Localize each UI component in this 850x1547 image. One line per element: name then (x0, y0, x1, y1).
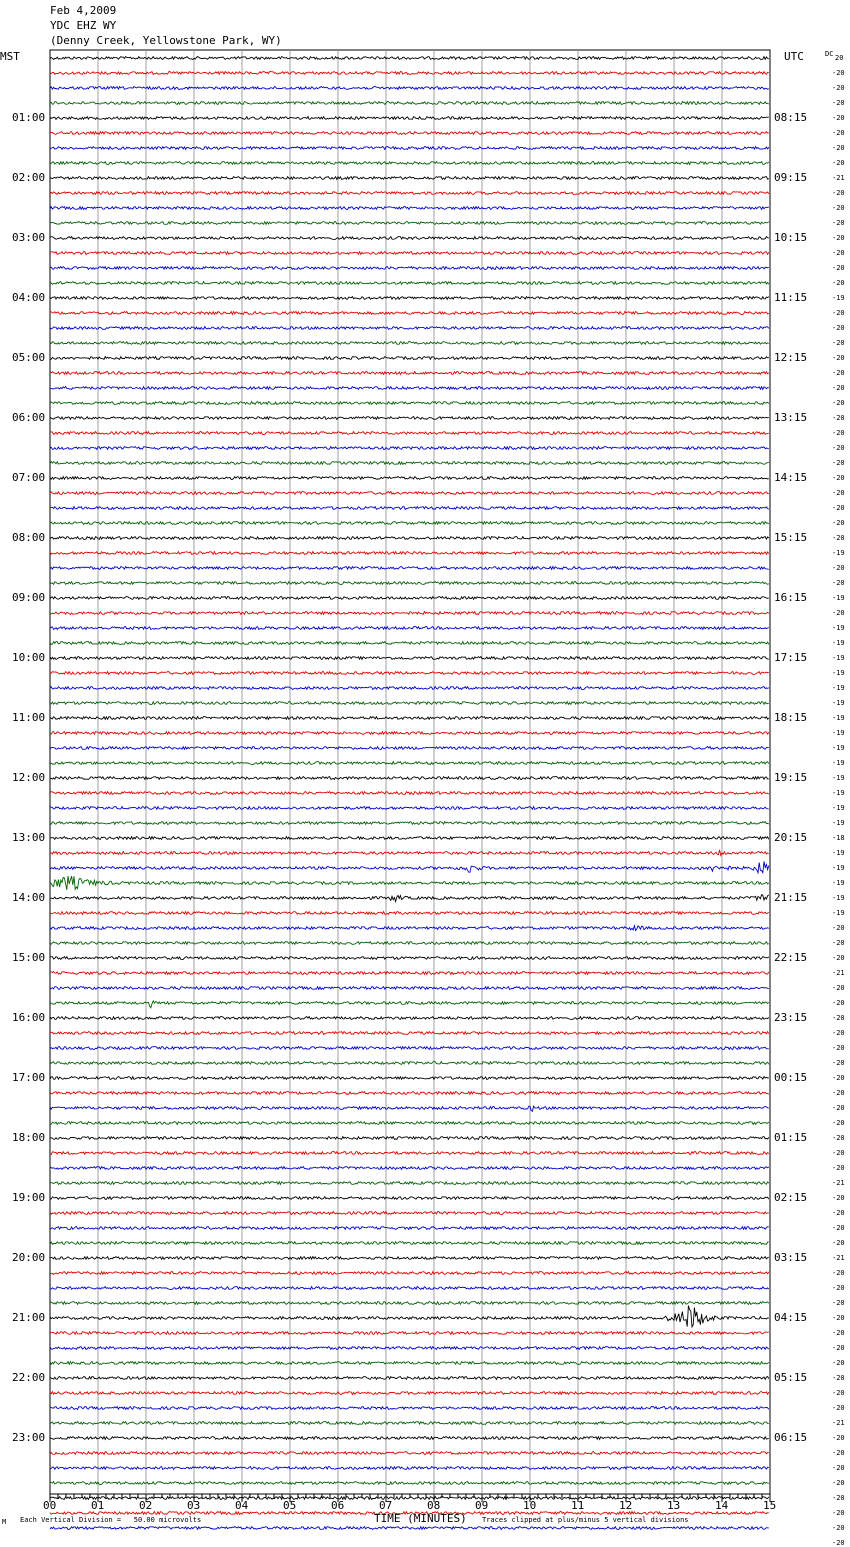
dc-offset-label: -20 (832, 204, 845, 212)
left-hour-label: 21:00 (12, 1311, 46, 1324)
trace-line (50, 837, 769, 840)
right-hour-label: 14:15 (774, 471, 808, 484)
dc-offset-label: -20 (832, 489, 845, 497)
right-hour-label: 10:15 (774, 231, 808, 244)
dc-offset-label: -21 (832, 1254, 845, 1262)
x-tick-label: 04 (235, 1499, 249, 1512)
trace-line (50, 327, 769, 330)
dc-offset-label: -20 (832, 954, 845, 962)
left-hour-label: 08:00 (12, 531, 46, 544)
trace-line (50, 207, 769, 210)
trace-line (50, 1137, 769, 1140)
trace-line (50, 612, 769, 615)
dc-offset-label: -20 (832, 249, 845, 257)
x-tick-label: 07 (379, 1499, 393, 1512)
trace-line (50, 942, 769, 945)
right-hour-label: 01:15 (774, 1131, 808, 1144)
x-tick-label: 02 (139, 1499, 153, 1512)
right-hour-label: 17:15 (774, 651, 808, 664)
dc-offset-label: -20 (832, 579, 845, 587)
trace-line (50, 1452, 769, 1455)
dc-offset-label: -20 (832, 1359, 845, 1367)
dc-offset-label: -20 (832, 399, 845, 407)
trace-line (50, 1377, 769, 1380)
x-tick-label: 15 (763, 1499, 777, 1512)
right-hour-label: 20:15 (774, 831, 808, 844)
dc-offset-label: -20 (832, 504, 845, 512)
dc-offset-label: -21 (832, 1419, 845, 1427)
trace-line (50, 492, 769, 495)
trace-line (50, 1332, 769, 1335)
trace-line (50, 717, 769, 720)
trace-line (50, 537, 769, 540)
left-hour-label: 05:00 (12, 351, 46, 364)
dc-offset-label: -19 (832, 294, 845, 302)
dc-offset-label: -19 (832, 804, 845, 812)
trace-line (50, 462, 769, 465)
left-hour-label: 16:00 (12, 1011, 46, 1024)
trace-line (50, 1242, 769, 1245)
dc-offset-label: -20 (832, 84, 845, 92)
trace-line (50, 876, 769, 890)
dc-offset-label: -20 (832, 1029, 845, 1037)
trace-line (50, 672, 769, 675)
right-hour-label: 06:15 (774, 1431, 808, 1444)
dc-offset-label: -20 (832, 534, 845, 542)
dc-offset-label: -20 (832, 1239, 845, 1247)
x-tick-label: 05 (283, 1499, 297, 1512)
right-hour-label: 12:15 (774, 351, 808, 364)
trace-line (50, 387, 769, 390)
trace-line (50, 895, 769, 902)
dc-offset-label: -20 (832, 1329, 845, 1337)
dc-offset-label: -20 (832, 324, 845, 332)
trace-line (50, 1122, 769, 1125)
trace-line (50, 732, 769, 735)
dc-offset-label: -19 (832, 684, 845, 692)
left-hour-label: 11:00 (12, 711, 46, 724)
dc-offset-label: -20 (832, 189, 845, 197)
left-hour-label: 15:00 (12, 951, 46, 964)
dc-offset-label: -20 (832, 1524, 845, 1532)
dc-offset-label: -20 (832, 99, 845, 107)
x-tick-label: 03 (187, 1499, 201, 1512)
trace-line (50, 237, 769, 240)
dc-offset-label: -20 (832, 1479, 845, 1487)
trace-line (50, 162, 769, 165)
dc-offset-label: -19 (832, 894, 845, 902)
dc-offset-label: -20 (832, 1284, 845, 1292)
trace-line (50, 762, 769, 765)
trace-line (50, 567, 769, 570)
dc-offset-label: -20 (832, 1104, 845, 1112)
dc-offset-label: -20 (832, 264, 845, 272)
right-hour-label: 23:15 (774, 1011, 808, 1024)
right-hour-label: 00:15 (774, 1071, 808, 1084)
dc-offset-label: -20 (832, 1539, 845, 1547)
trace-line (50, 822, 769, 825)
dc-offset-label: -20 (832, 1314, 845, 1322)
left-hour-label: 18:00 (12, 1131, 46, 1144)
trace-line (50, 807, 769, 810)
trace-line (50, 987, 769, 990)
trace-line (50, 912, 769, 915)
trace-line (50, 657, 769, 660)
trace-line (50, 1437, 769, 1440)
dc-offset-label: -20 (832, 1209, 845, 1217)
clip-note: Traces clipped at plus/minus 5 vertical divisions (482, 1516, 689, 1524)
dc-offset-label: -20 (832, 1269, 845, 1277)
left-hour-label: 20:00 (12, 1251, 46, 1264)
trace-line (50, 1001, 769, 1008)
x-tick-label: 11 (571, 1499, 585, 1512)
dc-offset-label: -21 (832, 969, 845, 977)
trace-line (50, 747, 769, 750)
trace-line (50, 312, 769, 315)
dc-offset-label: -20 (832, 339, 845, 347)
dc-offset-label: -20 (832, 309, 845, 317)
left-hour-label: 09:00 (12, 591, 46, 604)
trace-line (50, 147, 769, 150)
right-hour-label: 08:15 (774, 111, 808, 124)
trace-line (50, 1287, 769, 1290)
right-hour-label: 22:15 (774, 951, 808, 964)
dc-offset-label: -20 (832, 1509, 845, 1517)
dc-offset-label: -20 (832, 519, 845, 527)
right-hour-label: 18:15 (774, 711, 808, 724)
trace-line (50, 222, 769, 225)
trace-line (50, 252, 769, 255)
right-hour-label: 02:15 (774, 1191, 808, 1204)
scale-note: Each Vertical Division = 50.00 microvolts (20, 1516, 202, 1524)
dc-offset-label: -20 (832, 459, 845, 467)
x-tick-label: 01 (91, 1499, 105, 1512)
trace-line (50, 447, 769, 450)
trace-line (50, 342, 769, 345)
x-axis-label: TIME (MINUTES) (374, 1512, 467, 1525)
right-hour-label: 04:15 (774, 1311, 808, 1324)
trace-line (50, 1032, 769, 1035)
x-tick-label: 13 (667, 1499, 681, 1512)
dc-offset-label: -21 (832, 174, 845, 182)
dc-offset-label: -20 (832, 429, 845, 437)
trace-line (50, 1347, 769, 1350)
trace-line (50, 57, 769, 60)
trace-line (50, 1257, 769, 1260)
dc-offset-label: -20 (832, 564, 845, 572)
trace-line (50, 1197, 769, 1200)
dc-offset-label: -20 (832, 939, 845, 947)
dc-offset-label: -20 (832, 924, 845, 932)
x-tick-label: 09 (475, 1499, 489, 1512)
dc-offset-label: -19 (832, 729, 845, 737)
trace-line (50, 1092, 769, 1095)
dc-offset-label: -20 (832, 144, 845, 152)
dc-offset-label: -20 (832, 474, 845, 482)
left-hour-label: 12:00 (12, 771, 46, 784)
dc-offset-label: -19 (832, 594, 845, 602)
trace-line (50, 72, 769, 75)
dc-offset-label: -20 (832, 1449, 845, 1457)
left-hour-label: 23:00 (12, 1431, 46, 1444)
trace-line (50, 1077, 769, 1080)
dc-offset-label: -20 (832, 1389, 845, 1397)
dc-offset-label: -19 (832, 654, 845, 662)
dc-label: DC (825, 50, 834, 58)
trace-line (50, 132, 769, 135)
dc-offset-label: -20 (832, 1374, 845, 1382)
trace-line (50, 432, 769, 435)
dc-offset-label: -19 (832, 759, 845, 767)
trace-line (50, 777, 769, 780)
right-hour-label: 03:15 (774, 1251, 808, 1264)
left-hour-label: 19:00 (12, 1191, 46, 1204)
corner-mark: M (2, 1518, 7, 1526)
trace-line (50, 862, 769, 873)
dc-offset-label: -19 (832, 789, 845, 797)
trace-line (50, 1306, 769, 1327)
trace-line (50, 582, 769, 585)
trace-line (50, 87, 769, 90)
trace-line (50, 177, 769, 180)
left-hour-label: 06:00 (12, 411, 46, 424)
dc-offset-label: -20 (832, 1059, 845, 1067)
left-hour-label: 03:00 (12, 231, 46, 244)
trace-line (50, 1062, 769, 1065)
dc-offset-label: -19 (832, 639, 845, 647)
right-hour-label: 13:15 (774, 411, 808, 424)
dc-offset-label: -20 (832, 1194, 845, 1202)
trace-line (50, 357, 769, 360)
left-hour-label: 10:00 (12, 651, 46, 664)
x-tick-label: 12 (619, 1499, 633, 1512)
trace-line (50, 267, 769, 270)
trace-line (50, 402, 769, 405)
right-axis-title: UTC (784, 50, 804, 63)
x-tick-label: 10 (523, 1499, 537, 1512)
trace-line (50, 1392, 769, 1395)
trace-line (50, 1422, 769, 1425)
trace-line (50, 282, 769, 285)
dc-offset-label: -20 (832, 1089, 845, 1097)
right-hour-label: 09:15 (774, 171, 808, 184)
dc-offset-label: -20 (832, 159, 845, 167)
dc-offset-label: -19 (832, 774, 845, 782)
left-hour-label: 04:00 (12, 291, 46, 304)
trace-line (50, 972, 769, 975)
dc-offset-label: -20 (832, 219, 845, 227)
trace-line (50, 102, 769, 105)
trace-line (50, 1182, 769, 1185)
dc-offset-label: -20 (832, 1299, 845, 1307)
dc-offset-label: -20 (832, 279, 845, 287)
left-axis-title: MST (0, 50, 20, 63)
right-hour-label: 16:15 (774, 591, 808, 604)
trace-line (50, 1527, 769, 1530)
right-hour-label: 11:15 (774, 291, 808, 304)
dc-offset-label: -20 (832, 1074, 845, 1082)
trace-line (50, 1106, 769, 1111)
dc-offset-label: -20 (832, 69, 845, 77)
dc-offset-label: -20 (832, 1134, 845, 1142)
x-tick-label: 00 (43, 1499, 57, 1512)
trace-line (50, 1167, 769, 1170)
dc-offset-label: -19 (832, 624, 845, 632)
dc-offset-label: -20 (832, 129, 845, 137)
trace-line (50, 627, 769, 630)
trace-line (50, 507, 769, 510)
trace-line (50, 1497, 769, 1500)
dc-offset-label: -20 (832, 444, 845, 452)
dc-offset-label: -20 (832, 369, 845, 377)
trace-line (50, 1482, 769, 1485)
trace-line (50, 1227, 769, 1230)
left-hour-label: 13:00 (12, 831, 46, 844)
dc-offset-label: -20 (832, 984, 845, 992)
dc-offset-label: -20 (832, 1344, 845, 1352)
dc-offset-label: -20 (832, 609, 845, 617)
chart-date: Feb 4,2009 (50, 4, 117, 17)
dc-offset-label: -20 (832, 1014, 845, 1022)
trace-line (50, 192, 769, 195)
dc-offset-label: -21 (832, 1179, 845, 1187)
trace-line (50, 1152, 769, 1155)
dc-offset-label: -19 (832, 549, 845, 557)
dc-offset-label: 20 (835, 54, 844, 62)
dc-offset-label: -20 (832, 1404, 845, 1412)
dc-offset-label: -19 (832, 699, 845, 707)
trace-line (50, 597, 769, 600)
dc-offset-label: -20 (832, 1044, 845, 1052)
dc-offset-label: -20 (832, 234, 845, 242)
trace-line (50, 1047, 769, 1050)
trace-line (50, 926, 769, 931)
dc-offset-label: -19 (832, 879, 845, 887)
trace-line (50, 1362, 769, 1365)
dc-offset-label: -19 (832, 744, 845, 752)
trace-line (50, 702, 769, 705)
trace-line (50, 687, 769, 690)
trace-line (50, 1017, 769, 1020)
dc-offset-label: -19 (832, 819, 845, 827)
trace-line (50, 1302, 769, 1305)
trace-line (50, 477, 769, 480)
x-tick-label: 06 (331, 1499, 345, 1512)
dc-offset-label: -20 (832, 414, 845, 422)
station-name: YDC EHZ WY (50, 19, 117, 32)
x-tick-label: 14 (715, 1499, 729, 1512)
trace-line (50, 1212, 769, 1215)
trace-line (50, 642, 769, 645)
dc-offset-label: -18 (832, 834, 845, 842)
trace-line (50, 372, 769, 375)
trace-line (50, 957, 769, 960)
dc-offset-label: -19 (832, 714, 845, 722)
dc-offset-label: -19 (832, 864, 845, 872)
dc-offset-label: -19 (832, 669, 845, 677)
trace-line (50, 552, 769, 555)
dc-offset-label: -19 (832, 849, 845, 857)
trace-line (50, 1407, 769, 1410)
x-tick-label: 08 (427, 1499, 441, 1512)
left-hour-label: 07:00 (12, 471, 46, 484)
dc-offset-label: -20 (832, 1149, 845, 1157)
trace-line (50, 117, 769, 120)
left-hour-label: 22:00 (12, 1371, 46, 1384)
right-hour-label: 05:15 (774, 1371, 808, 1384)
trace-line (50, 1272, 769, 1275)
right-hour-label: 15:15 (774, 531, 808, 544)
trace-line (50, 522, 769, 525)
left-hour-label: 17:00 (12, 1071, 46, 1084)
station-location: (Denny Creek, Yellowstone Park, WY) (50, 34, 282, 47)
dc-offset-label: -20 (832, 1464, 845, 1472)
right-hour-label: 19:15 (774, 771, 808, 784)
dc-offset-label: -19 (832, 909, 845, 917)
dc-offset-label: -20 (832, 1224, 845, 1232)
dc-offset-label: -20 (832, 1119, 845, 1127)
dc-offset-label: -20 (832, 384, 845, 392)
dc-offset-label: -20 (832, 999, 845, 1007)
dc-offset-label: -20 (832, 1164, 845, 1172)
right-hour-label: 21:15 (774, 891, 808, 904)
left-hour-label: 14:00 (12, 891, 46, 904)
left-hour-label: 01:00 (12, 111, 46, 124)
trace-line (50, 417, 769, 420)
plot-frame (50, 50, 770, 1494)
dc-offset-label: -20 (832, 1494, 845, 1502)
dc-offset-label: -20 (832, 114, 845, 122)
trace-line (50, 850, 769, 856)
trace-line (50, 1467, 769, 1470)
dc-offset-label: -20 (832, 354, 845, 362)
left-hour-label: 02:00 (12, 171, 46, 184)
trace-line (50, 297, 769, 300)
trace-line (50, 792, 769, 795)
dc-offset-label: -20 (832, 1434, 845, 1442)
